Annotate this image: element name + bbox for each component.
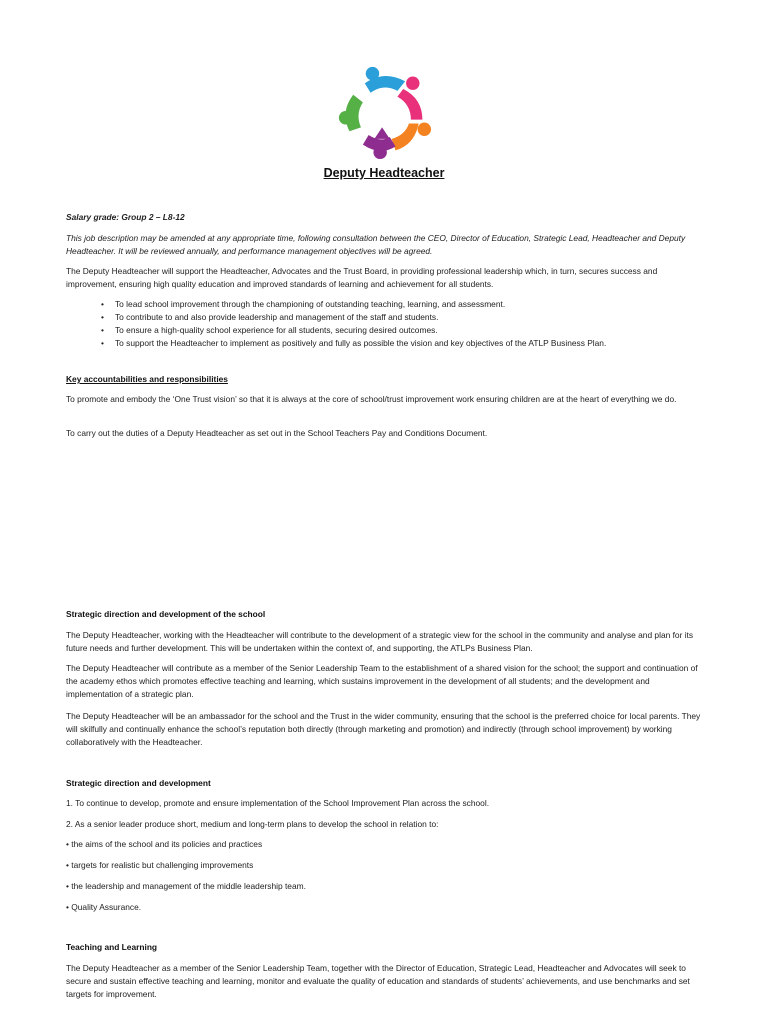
strategic-paragraph-2: The Deputy Headteacher will contribute as a member of the Senior Leadership Team to the establishment of a shared vision for the school; the support and continuation of the academy ethos which promotes effective teaching and learning, which sustains improvement in the development of all students; and the development and implementation of a strategic plan. bbox=[66, 663, 698, 699]
strategic-school-heading: Strategic direction and development of the school bbox=[66, 609, 266, 619]
summary-paragraph: The Deputy Headteacher will support the Headteacher, Advocates and the Trust Board, in providing professional leadership which, in turn, secures success and improvement, ensuring high quality education and improved standards of learning and achievement for all students. bbox=[66, 266, 658, 289]
strategic-development-heading: Strategic direction and development bbox=[66, 778, 211, 788]
list-item: • To contribute to and also provide leadership and management of the staff and students. bbox=[66, 311, 686, 324]
key-paragraph-2: To carry out the duties of a Deputy Headteacher as set out in the School Teachers Pay and Conditions Document. bbox=[66, 428, 488, 438]
list-item: • To lead school improvement through the championing of outstanding teaching, learning, and assessment. bbox=[66, 298, 686, 311]
intro-note: This job description may be amended at any appropriate time, following consultation between the CEO, Director of Education, Strategic Lead, Headteacher and Deputy Headteacher. It will be reviewed annually, and performance management objectives will be agreed. bbox=[66, 233, 686, 256]
objectives-list bbox=[66, 298, 686, 350]
salary-grade: Salary grade: Group 2 – L8-12 bbox=[66, 212, 185, 222]
list-item: • To support the Headteacher to implement as positively and fully as possible the vision and key objectives of the ATLP Business Plan. bbox=[66, 337, 686, 350]
sd-bullet: • the aims of the school and its policies and practices bbox=[66, 839, 263, 849]
strategic-paragraph-1: The Deputy Headteacher, working with the Headteacher will contribute to the development of a strategic view for the school in the community and analyse and plan for its future needs and further development. This will be undertaken within the context of, and supporting, the ATLPs Business Plan. bbox=[66, 630, 694, 653]
sd-bullet: • targets for realistic but challenging improvements bbox=[66, 860, 254, 870]
sd-item-2: 2. As a senior leader produce short, medium and long-term plans to develop the school in relation to: bbox=[66, 819, 439, 829]
key-paragraph-1: To promote and embody the ‘One Trust vision’ so that it is always at the core of school/trust improvement work ensuring children are at the heart of everything we do. bbox=[66, 394, 677, 404]
sd-bullet: • Quality Assurance. bbox=[66, 902, 142, 912]
sd-bullet: • the leadership and management of the middle leadership team. bbox=[66, 881, 306, 891]
page-title: Deputy Headteacher bbox=[323, 166, 445, 180]
teaching-learning-paragraph: The Deputy Headteacher as a member of the Senior Leadership Team, together with the Director of Education, Strategic Lead, Headteacher and Advocates will seek to secure and sustain effective teaching and learning, monitor and evaluate the quality of education and standards of students’ achievements, and use benchmarks and set targets for improvement. bbox=[66, 963, 690, 999]
sd-item-1: 1. To continue to develop, promote and ensure implementation of the School Improvement Plan across the school. bbox=[66, 798, 490, 808]
strategic-paragraph-3: The Deputy Headteacher will be an ambassador for the school and the Trust in the wider community, ensuring that the school is the preferred choice for local parents. They will skilfully and continually enhance the school’s reputation both directly (through marketing and promotion) and indirectly (through school improvement) by working collaboratively with the Headteacher. bbox=[66, 711, 701, 747]
list-item: • To ensure a high-quality school experience for all students, securing desired outcomes. bbox=[66, 324, 686, 337]
key-accountabilities-heading: Key accountabilities and responsibilities bbox=[66, 374, 228, 384]
teaching-learning-heading: Teaching and Learning bbox=[66, 942, 158, 952]
community-people-circle-logo bbox=[336, 64, 432, 160]
